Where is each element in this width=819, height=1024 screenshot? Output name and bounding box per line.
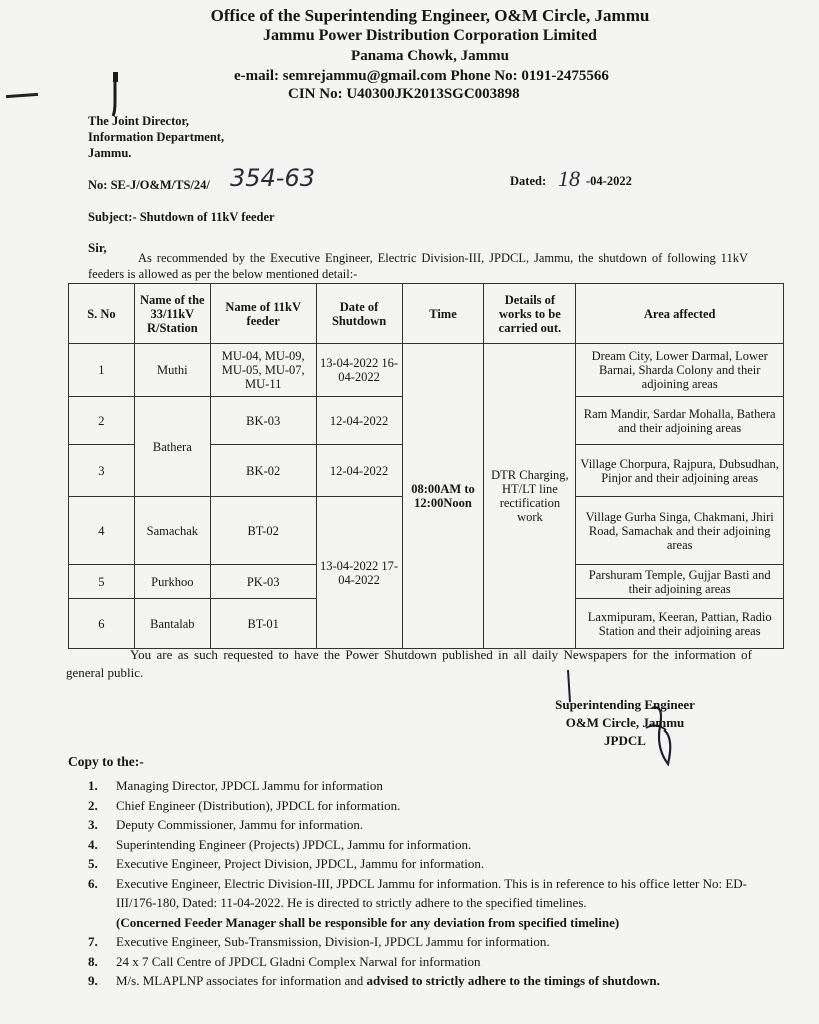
header-feeder: Name of 11kV feeder [210, 284, 316, 344]
item-text: Deputy Commissioner, Jammu for information. [116, 817, 364, 832]
dated-label: Dated: [510, 174, 547, 188]
reference-handwritten: 354-63 [230, 164, 316, 192]
item-text: Executive Engineer, Sub-Transmission, Division-I, JPDCL Jammu for information. [116, 934, 550, 949]
item-number: 9. [88, 973, 98, 988]
time-value: 08:00AM to 12:00Noon [411, 482, 475, 510]
list-item [88, 874, 778, 933]
addressee-line: The Joint Director, [88, 114, 190, 128]
item-number: 1. [88, 778, 98, 793]
item-number: 7. [88, 934, 98, 949]
closing-paragraph: You are as such requested to have the Power Shutdown published in all daily Newspapers for the information of general public. [66, 647, 752, 680]
cell-feeder: PK-03 [210, 565, 316, 599]
item-text: Superintending Engineer (Projects) JPDCL, Jammu for information. [116, 836, 472, 852]
signatory-title: Superintending Engineer [555, 697, 695, 712]
header-sno: S. No [69, 284, 135, 344]
cell-station: Samachak [134, 497, 210, 565]
cell-feeder: BK-03 [210, 397, 316, 445]
cell-date: 13-04-2022 16-04-2022 [316, 344, 402, 397]
list-item [88, 971, 778, 991]
copy-to-heading: Copy to the:- [68, 754, 144, 769]
cell-station: Purkhoo [134, 565, 210, 599]
cell-sno: 6 [69, 599, 135, 649]
cell-area: Parshuram Temple, Gujjar Basti and their adjoining areas [576, 565, 784, 599]
signature-block [540, 696, 710, 750]
item-text: Executive Engineer, Project Division, JPDCL, Jammu for information. [116, 856, 485, 871]
cell-area: Village Chorpura, Rajpura, Dubsudhan, Pinjor and their adjoining areas [576, 445, 784, 497]
cell-area: Dream City, Lower Darmal, Lower Barnai, Sharda Colony and their adjoining areas [576, 344, 784, 397]
cell-sno: 3 [69, 445, 135, 497]
salutation: Sir, [88, 240, 107, 255]
table-header-row [69, 284, 784, 344]
list-item [88, 835, 778, 855]
letterhead-contact: e-mail: semrejammu@gmail.com Phone No: 0191-2475566 [234, 68, 609, 84]
cell-station: Muthi [134, 344, 210, 397]
subject-line: Subject:- Shutdown of 11kV feeder [88, 210, 275, 224]
cell-works: DTR Charging, HT/LT line rectification work [484, 344, 576, 649]
cell-station: Bathera [134, 397, 210, 497]
table-row [69, 344, 784, 397]
cell-sno: 1 [69, 344, 135, 397]
list-item [88, 854, 778, 874]
list-item [88, 776, 778, 796]
item-text: Chief Engineer (Distribution), JPDCL for information. [116, 797, 401, 813]
cell-feeder: BK-02 [210, 445, 316, 497]
item-text: Managing Director, JPDCL Jammu for information [116, 778, 383, 793]
item-text: M/s. MLAPLNP associates for information and [116, 973, 364, 988]
cell-date: 12-04-2022 [316, 397, 402, 445]
shutdown-table [68, 283, 784, 649]
dated-rest: -04-2022 [586, 174, 632, 188]
header-date: Date of Shutdown [316, 284, 402, 344]
cell-date: 13-04-2022 17-04-2022 [316, 497, 402, 649]
paper-clip-icon [110, 72, 120, 118]
responsibility-note: (Concerned Feeder Manager shall be responsible for any deviation from specified timeline) [116, 914, 620, 930]
letterhead-cin: CIN No: U40300JK2013SGC003898 [288, 86, 520, 102]
header-station: Name of the 33/11kV R/Station [134, 284, 210, 344]
letterhead-corporation: Jammu Power Distribution Corporation Limited [263, 27, 597, 44]
addressee-block [88, 113, 224, 161]
item-number: 4. [88, 836, 98, 852]
cell-feeder: BT-01 [210, 599, 316, 649]
margin-mark [6, 93, 38, 98]
item-text: 24 x 7 Call Centre of JPDCL Gladni Complex Narwal for information [116, 953, 481, 969]
signatory-org: JPDCL [604, 733, 646, 748]
intro-paragraph [88, 250, 748, 282]
cell-date: 12-04-2022 [316, 445, 402, 497]
cell-sno: 5 [69, 565, 135, 599]
list-item [88, 952, 778, 972]
item-number: 3. [88, 817, 98, 832]
cell-feeder: BT-02 [210, 497, 316, 565]
list-item [88, 815, 778, 835]
reference-number: No: SE-J/O&M/TS/24/ [88, 178, 210, 192]
letterhead-office: Office of the Superintending Engineer, O&M Circle, Jammu [210, 6, 650, 25]
addressee-line: Information Department, [88, 130, 225, 144]
dated-handwritten: 18 [558, 166, 580, 191]
addressee-line: Jammu. [88, 146, 132, 160]
item-number: 5. [88, 856, 98, 871]
header-area: Area affected [576, 284, 784, 344]
item-emphasis: advised to strictly adhere to the timings of shutdown. [366, 973, 660, 988]
cell-station: Bantalab [134, 599, 210, 649]
item-number: 2. [88, 797, 98, 813]
copy-to-list [88, 776, 778, 991]
cell-area: Village Gurha Singa, Chakmani, Jhiri Road, Samachak and their adjoining areas [576, 497, 784, 565]
item-text: Executive Engineer, Electric Division-III, JPDCL Jammu for information. This is in reference to his office letter No: ED-III/176-180, Dated: 11-04-2022. He is directed to strictly adhere to the specified timelines. [116, 875, 748, 910]
cell-area: Ram Mandir, Sardar Mohalla, Bathera and their adjoining areas [576, 397, 784, 445]
cell-sno: 4 [69, 497, 135, 565]
item-number: 8. [88, 953, 98, 969]
cell-area: Laxmipuram, Keeran, Pattian, Radio Station and their adjoining areas [576, 599, 784, 649]
signatory-office: O&M Circle, Jammu [565, 715, 685, 730]
letterhead [180, 6, 680, 66]
header-works: Details of works to be carried out. [484, 284, 576, 344]
cell-time [402, 344, 484, 649]
cell-sno: 2 [69, 397, 135, 445]
list-item [88, 796, 778, 816]
cell-feeder: MU-04, MU-09, MU-05, MU-07, MU-11 [210, 344, 316, 397]
item-number: 6. [88, 875, 98, 891]
intro-text: As recommended by the Executive Engineer, Electric Division-III, JPDCL, Jammu, the shutdown of following 11kV feeders is allowed as per the below mentioned detail:- [88, 251, 748, 281]
letterhead-address: Panama Chowk, Jammu [351, 48, 509, 64]
list-item [88, 932, 778, 952]
header-time: Time [402, 284, 484, 344]
